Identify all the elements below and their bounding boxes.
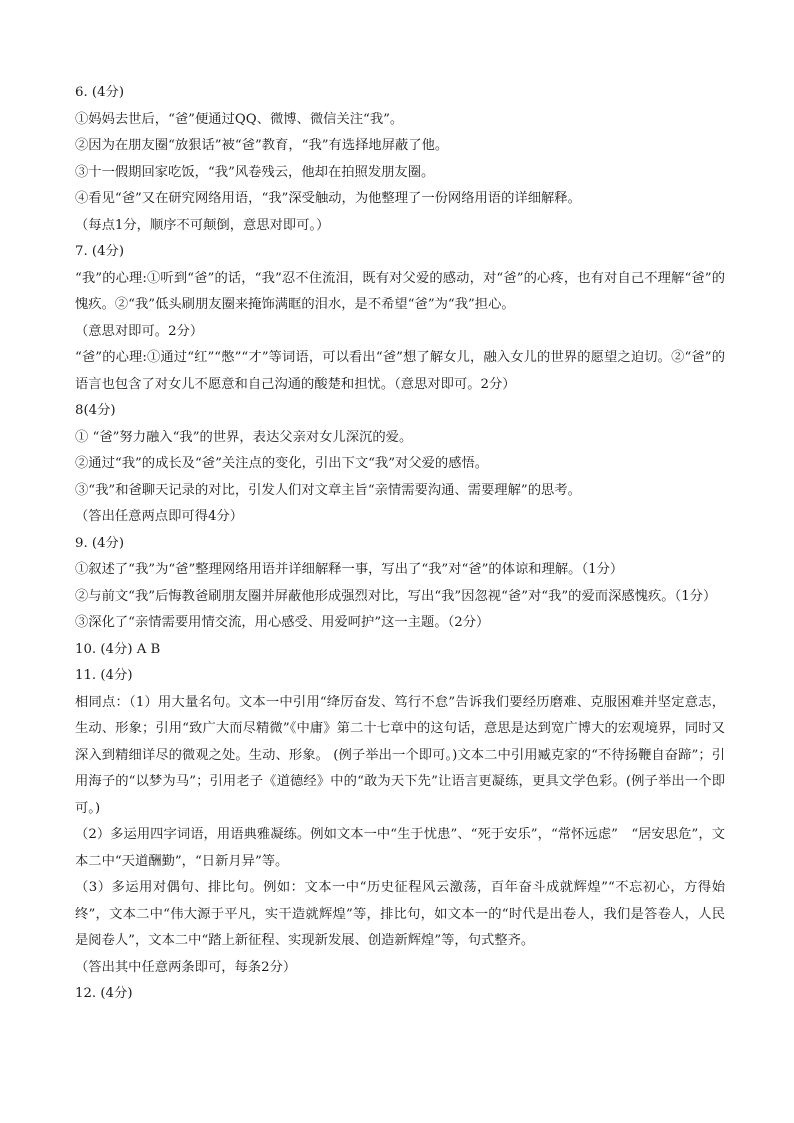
q10-answer: 10. (4分) A B: [75, 641, 161, 657]
q7-my-psychology-note: （意思对即可。2分）: [75, 323, 204, 339]
q6-item-4: ④看见“爸”又在研究网络用语，“我”深受触动，为他整理了一份网络用语的详细解释。: [75, 191, 581, 206]
q8-item-1: ① “爸”努力融入“我”的世界，表达父亲对女儿深沉的爱。: [75, 429, 413, 445]
q7-my-psychology: “我”的心理:①听到“爸”的话，“我”忍不住流泪，既有对父爱的感动，对“爸”的心疼，也有对自己不理解“爸”的愧疚。②“我”低头刷朋友圈来掩饰满眶的泪水，是不希望“爸”为“我”担心。: [75, 270, 725, 312]
q12-heading: 12. (4分): [75, 986, 133, 1001]
q9-heading: 9. (4分): [75, 535, 125, 551]
q6-item-2: ②因为在朋友圈“放狠话”被“爸”教育，“我”有选择地屏蔽了他。: [75, 138, 449, 153]
q11-point-3: （3）多运用对偶句、排比句。例如：文本一中“历史征程风云激荡，百年奋斗成就辉煌”“不忘初心，方得始终”，文本二中“伟大源于平凡，实干造就辉煌”等，排比句，如文本一的“时代是出卷人，我们是答卷人，人民是阅卷人”，文本二中“踏上新征程、实现新发展、创造新辉煌”等，句式整齐。: [75, 880, 725, 948]
q11-point-1: 相同点：（1）用大量名句。文本一中引用“绛厉奋发、笃行不怠”告诉我们要经历磨难、克服困难并坚定意志，生动、形象；引用“致广大而尽精微”《中庸》第二十七章中的这句话，意思是达到宽广博大的宏观境界，同时又深入到精细详尽的微观之处。生动、形象。 (例子举出一个即可。)文本二中引用臧克家的“不待扬鞭自奋蹄”；引用海子的“以梦为马”；引用老子《道德经》中的“敢为天下先”让语言更凝练，更具文学色彩。(例子举出一个即可。): [75, 694, 725, 816]
q8-item-2: ②通过“我”的成长及“爸”关注点的变化，引出下文“我”对父爱的感悟。: [75, 456, 489, 471]
q6-item-1: ①妈妈去世后，“爸”便通过QQ、微博、微信关注“我”。: [75, 111, 404, 127]
answer-page: [75, 80, 725, 1008]
q6-heading: 6. (4分): [75, 85, 125, 100]
q9-item-3: ③深化了“亲情需要用情交流，用心感受、用爱呵护”这一主题。（2分）: [75, 615, 490, 630]
q8-scoring-note: （答出任意两点即可得4分）: [75, 509, 244, 524]
q9-item-2: ②与前文“我”后悔教爸刷朋友圈并屏蔽他形成强烈对比，写出“我”因忽视“爸”对“我”的爱而深感愧疚。（1分）: [75, 588, 717, 604]
q11-scoring-note: （答出其中任意两条即可，每条2分）: [75, 959, 297, 975]
q11-point-2: （2）多运用四字词语，用语典雅凝练。例如文本一中“生于忧患”、“死于安乐”，“常怀远虑” “居安思危”，文本二中“天道酬勤”，“日新月异”等。: [75, 827, 725, 869]
q8-heading: 8(4分): [75, 403, 116, 418]
q9-item-1: ①叙述了“我”为“爸”整理网络用语并详细解释一事，写出了“我”对“爸”的体谅和理解。（1分）: [75, 562, 624, 577]
q7-heading: 7. (4分): [75, 244, 125, 259]
q11-heading: 11. (4分): [75, 668, 133, 683]
q6-scoring-note: （每点1分，顺序不可颠倒，意思对即可。）: [75, 217, 330, 233]
q7-dad-psychology: “爸”的心理:①通过“红”“憋”“才”等词语，可以看出“爸”想了解女儿，融入女儿的世界的愿望之迫切。②“爸”的语言也包含了对女儿不愿意和自己沟通的酸楚和担忧。（意思对即可。2分）: [75, 350, 725, 392]
q8-item-3: ③“我”和爸聊天记录的对比，引发人们对文章主旨“亲情需要沟通、需要理解”的思考。: [75, 482, 581, 498]
q6-item-3: ③十一假期回家吃饭，“我”风卷残云，他却在拍照发朋友圈。: [75, 164, 435, 180]
